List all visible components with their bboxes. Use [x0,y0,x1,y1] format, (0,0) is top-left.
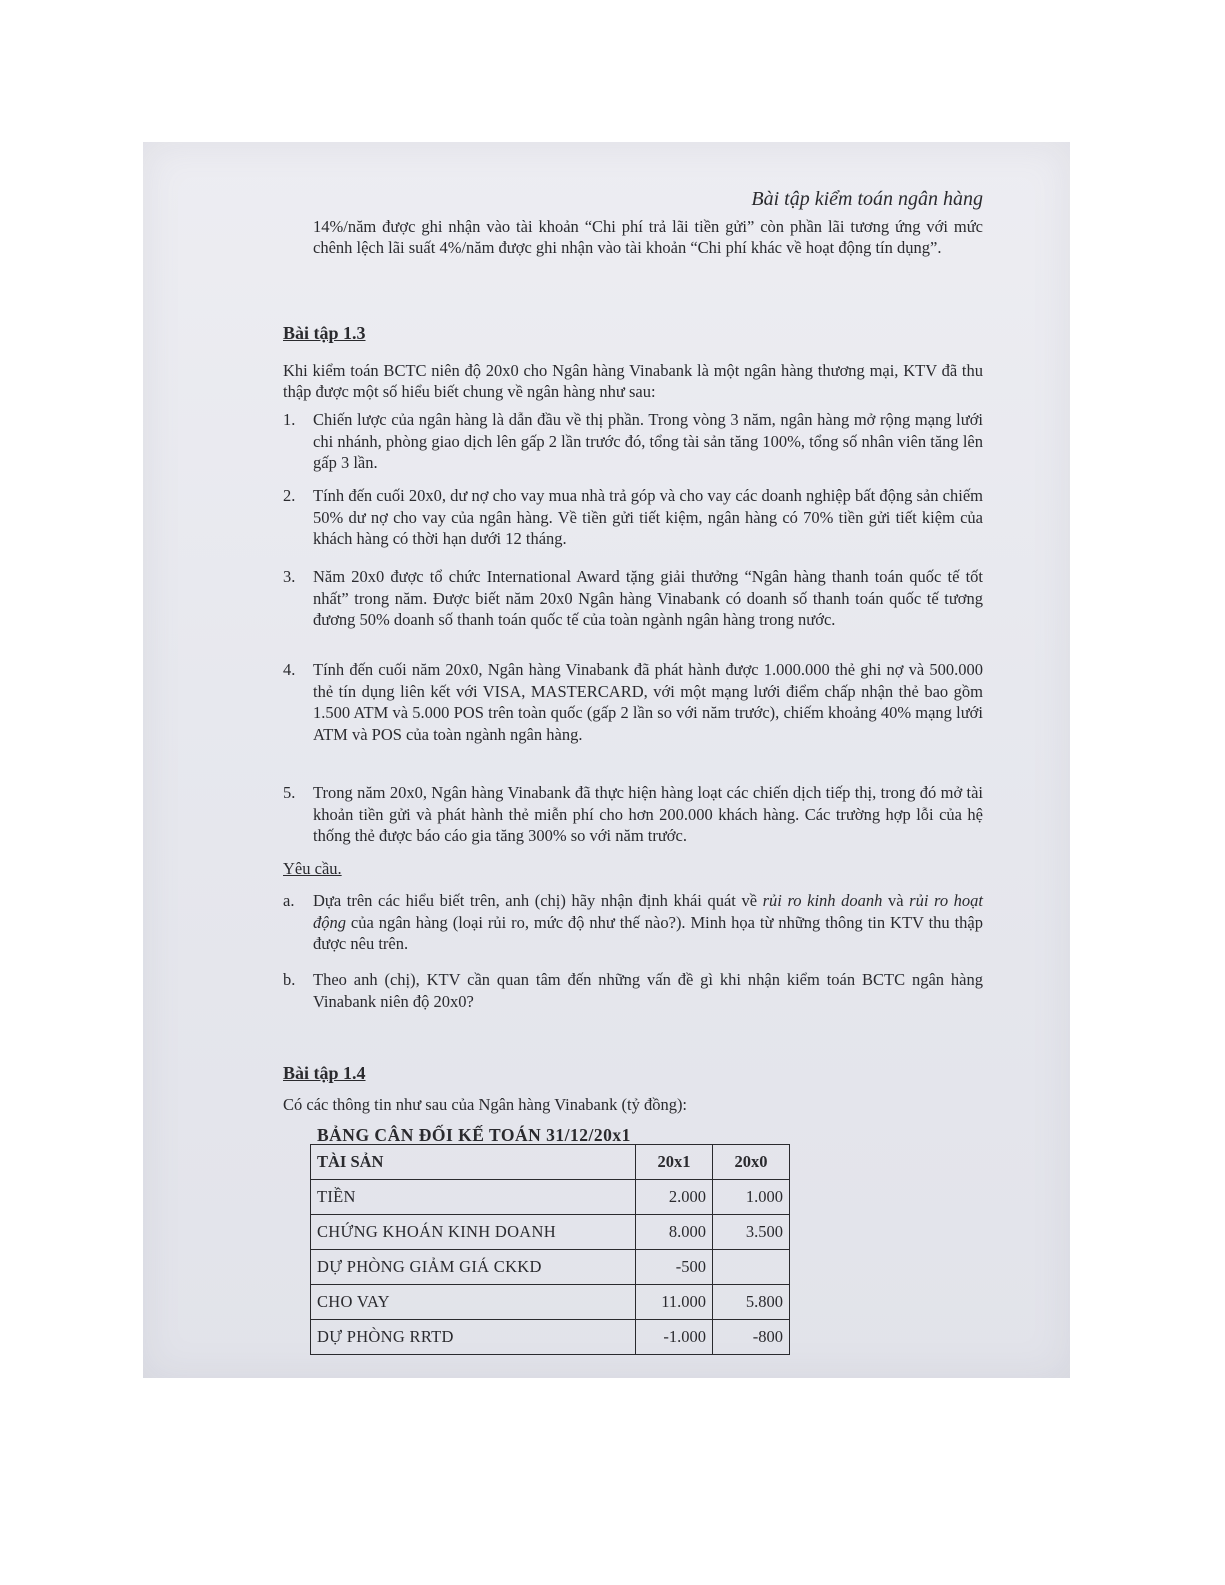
column-header: TÀI SẢN [311,1145,636,1180]
balance-sheet-table [310,1144,790,1355]
value-20x0: 1.000 [713,1180,790,1215]
requirement-letter: a. [283,891,295,910]
requirement-b [283,969,983,1012]
requirement-a-part: Dựa trên các hiểu biết trên, anh (chị) hãy nhận định khái quát về [313,891,763,910]
list-item-text: Năm 20x0 được tổ chức International Award tặng giải thưởng “Ngân hàng thanh toán quốc tế tốt nhất” trong năm. Được biết năm 20x0 Ngân hàng Vinabank có doanh số thanh toán quốc tế tương đương 50% doanh số thanh toán quốc tế của toàn ngành ngân hàng trong nước. [313,567,983,629]
table-row [311,1180,790,1215]
column-header: 20x1 [636,1145,713,1180]
table-row [311,1250,790,1285]
table-row [311,1285,790,1320]
list-item-text: Tính đến cuối năm 20x0, Ngân hàng Vinabank đã phát hành được 1.000.000 thẻ ghi nợ và 500.000 thẻ tín dụng liên kết với VISA, MASTERCARD, với một mạng lưới điểm chấp nhận thẻ bao gồm 1.500 ATM và 5.000 POS trên toàn quốc (gấp 2 lần so với năm trước), chiếm khoảng 40% mạng lưới ATM và POS của toàn ngành ngân hàng. [313,660,983,744]
row-label: DỰ PHÒNG RRTD [311,1320,636,1355]
list-item [283,485,983,550]
operational-risk-term: rủi ro hoạt động [313,891,983,932]
value-20x1: -1.000 [636,1320,713,1355]
list-item-text: Trong năm 20x0, Ngân hàng Vinabank đã thực hiện hàng loạt các chiến dịch tiếp thị, trong đó mở tài khoản tiền gửi và phát hành thẻ miễn phí cho hơn 200.000 khách hàng. Các trường hợp lỗi của hệ thống thẻ được báo cáo gia tăng 300% so với năm trước. [313,783,983,845]
list-item-number: 1. [283,410,296,429]
list-item [283,782,983,847]
requirement-a [283,890,983,955]
exercise-1-3-heading: Bài tập 1.3 [283,323,366,343]
requirement-a-part: và [882,891,910,910]
requirement-label: Yêu cầu. [283,859,342,878]
list-item-number: 3. [283,567,296,586]
list-item-number: 5. [283,783,296,802]
requirement-b-text: Theo anh (chị), KTV cần quan tâm đến những vấn đề gì khi nhận kiểm toán BCTC ngân hàng Vinabank niên độ 20x0? [313,970,983,1011]
running-head: Bài tập kiểm toán ngân hàng [751,188,983,210]
list-item [283,409,983,474]
list-item-text: Chiến lược của ngân hàng là dẫn đầu về thị phần. Trong vòng 3 năm, ngân hàng mở rộng mạng lưới chi nhánh, phòng giao dịch lên gấp 2 lần trước đó, tổng tài sản tăng 100%, tổng số nhân viên tăng lên gấp 3 lần. [313,410,983,472]
value-20x0 [713,1250,790,1285]
list-item-text: Tính đến cuối 20x0, dư nợ cho vay mua nhà trả góp và cho vay các doanh nghiệp bất động sản chiếm 50% dư nợ cho vay của ngân hàng. Về tiền gửi tiết kiệm, ngân hàng có 70% tiền gửi tiết kiệm của khách hàng có thời hạn dưới 12 tháng. [313,486,983,548]
balance-sheet-title: BẢNG CÂN ĐỐI KẾ TOÁN 31/12/20x1 [317,1125,631,1145]
table-row [311,1215,790,1250]
value-20x1: -500 [636,1250,713,1285]
business-risk-term: rủi ro kinh doanh [762,891,883,910]
requirement-a-part: của ngân hàng (loại rủi ro, mức độ như thế nào?). Minh họa từ những thông tin KTV thu thập được nêu trên. [313,912,983,953]
value-20x0: -800 [713,1320,790,1355]
table-header-row [311,1145,790,1180]
exercise-1-4-intro: Có các thông tin như sau của Ngân hàng Vinabank (tỷ đồng): [283,1095,688,1114]
table-row [311,1320,790,1355]
exercise-1-4-heading: Bài tập 1.4 [283,1063,366,1083]
row-label: CHO VAY [311,1285,636,1320]
row-label: CHỨNG KHOÁN KINH DOANH [311,1215,636,1250]
exercise-1-3-intro: Khi kiểm toán BCTC niên độ 20x0 cho Ngân hàng Vinabank là một ngân hàng thương mại, KTV đã thu thập được một số hiểu biết chung về ngân hàng như sau: [283,361,983,401]
requirement-a-text [313,890,983,955]
value-20x1: 11.000 [636,1285,713,1320]
list-item [283,566,983,631]
list-item-number: 2. [283,486,296,505]
row-label: TIỀN [311,1180,636,1215]
continuation-paragraph: 14%/năm được ghi nhận vào tài khoản “Chi phí trả lãi tiền gửi” còn phần lãi tương ứng với mức chênh lệch lãi suất 4%/năm được ghi nhận vào tài khoản “Chi phí khác về hoạt động tín dụng”. [313,217,983,257]
row-label: DỰ PHÒNG GIẢM GIÁ CKKD [311,1250,636,1285]
list-item [283,659,983,745]
value-20x1: 8.000 [636,1215,713,1250]
value-20x0: 5.800 [713,1285,790,1320]
value-20x0: 3.500 [713,1215,790,1250]
scanned-page [143,142,1070,1378]
list-item-number: 4. [283,660,296,679]
value-20x1: 2.000 [636,1180,713,1215]
requirement-letter: b. [283,970,296,989]
column-header: 20x0 [713,1145,790,1180]
